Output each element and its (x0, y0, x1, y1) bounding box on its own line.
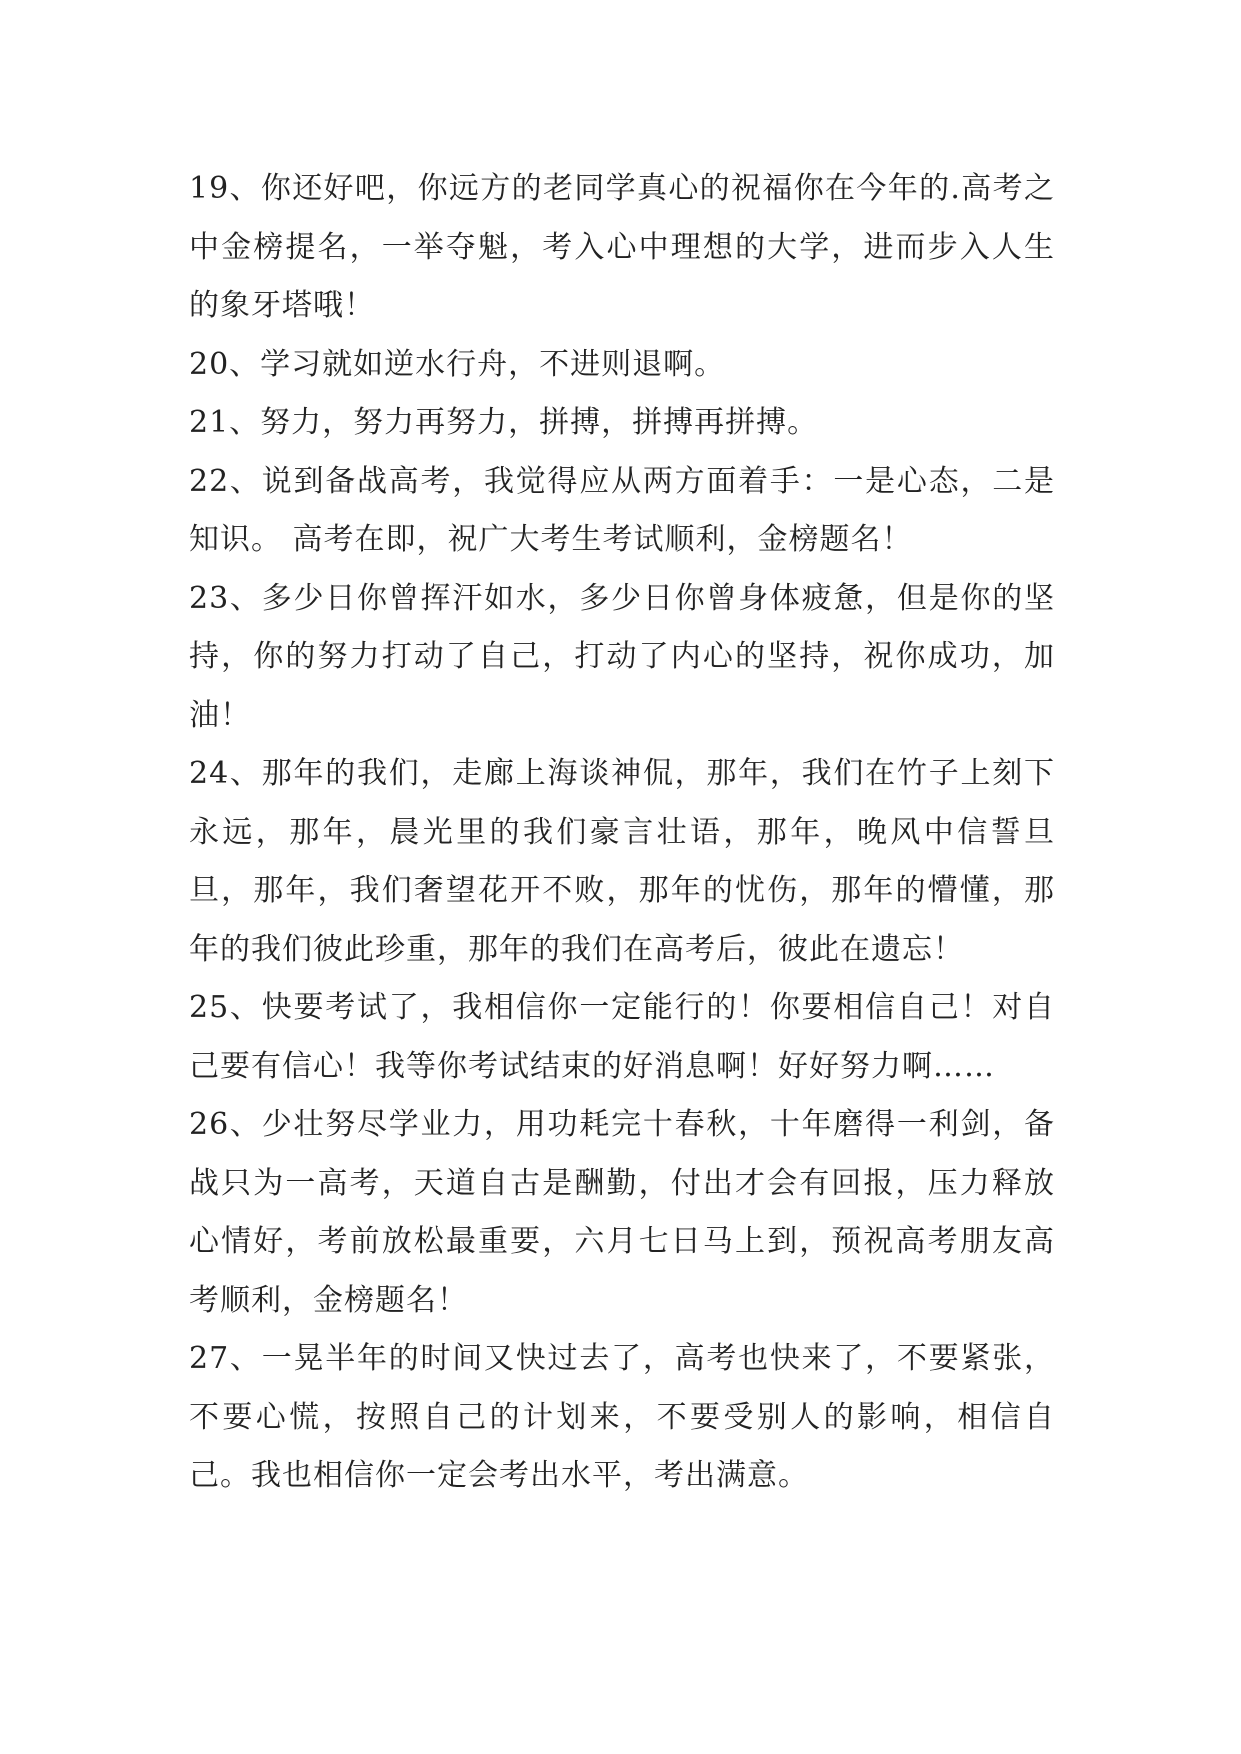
paragraph-26: 26、少壮努尽学业力，用功耗完十春秋，十年磨得一利剑，备战只为一高考，天道自古是酬勤，付出才会有回报，压力释放心情好，考前放松最重要，六月七日马上到，预祝高考朋友高考顺利，金榜题名！ (189, 1107, 1055, 1318)
paragraph-21: 21、努力，努力再努力，拼搏，拼搏再拼搏。 (189, 405, 819, 440)
paragraph-25: 25、快要考试了，我相信你一定能行的！你要相信自己！对自己要有信心！我等你考试结束的好消息啊！好好努力啊…… (189, 990, 1055, 1084)
paragraph-23: 23、多少日你曾挥汗如水，多少日你曾身体疲惫，但是你的坚持，你的努力打动了自己，打动了内心的坚持，祝你成功，加油！ (189, 580, 1055, 733)
paragraph-19: 19、你还好吧，你远方的老同学真心的祝福你在今年的.高考之中金榜提名，一举夺魁，考入心中理想的大学，进而步入人生的象牙塔哦！ (189, 171, 1055, 323)
paragraph-20: 20、学习就如逆水行舟，不进则退啊。 (189, 346, 726, 382)
paragraph-24: 24、那年的我们，走廊上海谈神侃，那年，我们在竹子上刻下永远，那年，晨光里的我们豪言壮语，那年，晚风中信誓旦旦，那年，我们奢望花开不败，那年的忧伤，那年的懵懂，那年的我们彼此珍重，那年的我们在高考后，彼此在遗忘！ (189, 756, 1055, 967)
document-body (189, 160, 1055, 1506)
paragraph-22: 22、说到备战高考，我觉得应从两方面着手：一是心态，二是知识。 高考在即，祝广大考生考试顺利，金榜题名！ (189, 463, 1055, 557)
paragraph-27: 27、一晃半年的时间又快过去了，高考也快来了，不要紧张，不要心慌，按照自己的计划来，不要受别人的影响，相信自己。我也相信你一定会考出水平，考出满意。 (189, 1341, 1055, 1493)
